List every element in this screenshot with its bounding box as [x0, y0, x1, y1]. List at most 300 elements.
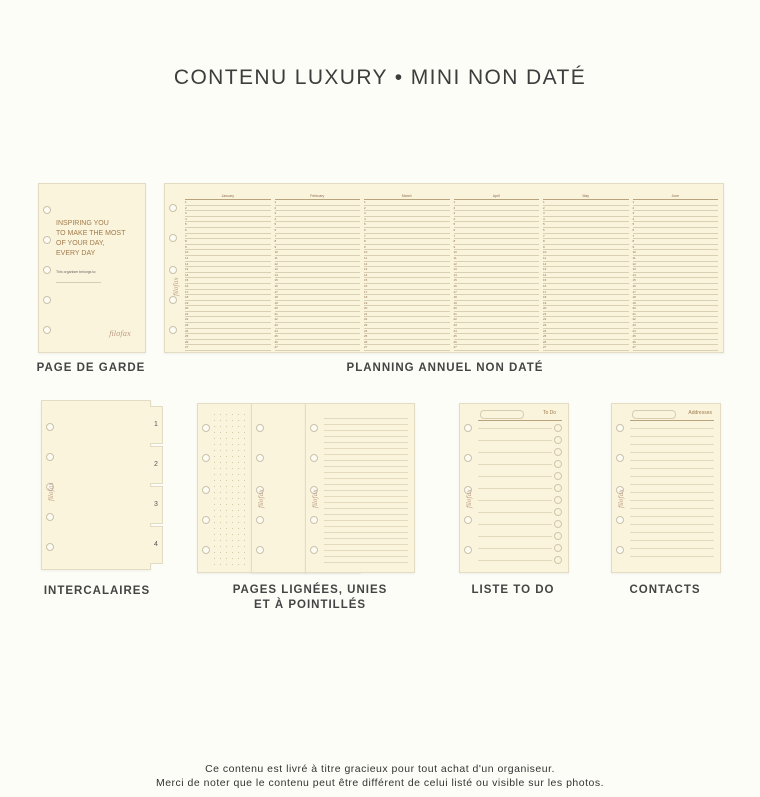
day-row: 20	[454, 306, 540, 312]
day-row: 5	[275, 222, 361, 228]
ruled-line	[324, 526, 408, 527]
day-row: 11	[185, 256, 271, 262]
ruled-line	[324, 448, 408, 449]
todo-brand: filofax	[466, 489, 473, 508]
day-row: 22	[275, 317, 361, 323]
grid-dot	[226, 492, 227, 493]
grid-dot	[232, 474, 233, 475]
checkbox-circle	[554, 448, 562, 456]
day-row: 13	[633, 267, 719, 273]
day-row: 7	[275, 234, 361, 240]
checkbox-circle	[554, 460, 562, 468]
grid-dot	[220, 426, 221, 427]
grid-dot	[226, 534, 227, 535]
grid-dot	[226, 510, 227, 511]
day-row: 7	[543, 234, 629, 240]
grid-dot	[226, 522, 227, 523]
day-row: 2	[185, 206, 271, 212]
ring-hole	[310, 516, 318, 524]
grid-dot	[244, 468, 245, 469]
day-row: 13	[275, 267, 361, 273]
ring-hole	[616, 546, 624, 554]
grid-dot	[244, 498, 245, 499]
grid-dot	[238, 528, 239, 529]
day-row: 8	[185, 239, 271, 245]
grid-dot	[244, 480, 245, 481]
month-column	[454, 194, 540, 353]
day-row: 26	[454, 340, 540, 346]
day-row: 14	[275, 273, 361, 279]
grid-dot	[220, 486, 221, 487]
contact-line	[630, 484, 714, 485]
caption-dividers: INTERCALAIRES	[43, 585, 151, 597]
todo-line	[478, 488, 552, 489]
grid-dot	[226, 486, 227, 487]
day-row: 22	[633, 317, 719, 323]
ruled-line	[324, 496, 408, 497]
todo-header-box	[480, 410, 524, 419]
ring-hole	[256, 546, 264, 554]
grid-dot	[226, 516, 227, 517]
ring-hole	[169, 326, 177, 334]
grid-dot	[214, 414, 215, 415]
grid-dot	[220, 456, 221, 457]
day-row: 25	[275, 334, 361, 340]
ring-hole	[43, 326, 51, 334]
day-row: 24	[275, 329, 361, 335]
checkbox-circle	[554, 424, 562, 432]
dividers-page	[41, 400, 163, 570]
ring-hole	[310, 454, 318, 462]
day-row: 9	[543, 245, 629, 251]
grid-dot	[238, 420, 239, 421]
day-row: 7	[633, 234, 719, 240]
day-row: 18	[454, 295, 540, 301]
todo-line	[478, 452, 552, 453]
month-name: June	[633, 194, 719, 200]
grid-dot	[244, 432, 245, 433]
ring-hole	[46, 423, 54, 431]
ruled-line	[324, 418, 408, 419]
grid-dot	[244, 420, 245, 421]
day-row: 26	[185, 340, 271, 346]
day-row: 1	[364, 200, 450, 206]
contact-line	[630, 556, 714, 557]
day-row: 22	[543, 317, 629, 323]
day-row: 8	[633, 239, 719, 245]
day-row: 16	[185, 284, 271, 290]
day-row: 21	[454, 312, 540, 318]
grid-dot	[244, 450, 245, 451]
month-name: January	[185, 194, 271, 200]
grid-dot	[220, 540, 221, 541]
footer-line1: Ce contenu est livré à titre gracieux pour tout achat d'un organiseur.	[205, 763, 555, 775]
day-row: 26	[543, 340, 629, 346]
grid-dot	[238, 504, 239, 505]
grid-dot	[226, 498, 227, 499]
month-name: March	[364, 194, 450, 200]
ruled-line	[324, 430, 408, 431]
day-row: 23	[364, 323, 450, 329]
month-column	[364, 194, 450, 353]
grid-dot	[226, 462, 227, 463]
todo-line	[478, 536, 552, 537]
ring-hole	[202, 516, 210, 524]
ruled-line	[324, 520, 408, 521]
ring-hole	[202, 424, 210, 432]
contacts-brand: filofax	[618, 489, 625, 508]
day-row: 11	[543, 256, 629, 262]
ring-hole	[310, 424, 318, 432]
day-row: 10	[275, 250, 361, 256]
grid-dot	[244, 444, 245, 445]
grid-dot	[232, 438, 233, 439]
grid-dot	[220, 480, 221, 481]
ring-hole	[43, 236, 51, 244]
ring-hole	[616, 516, 624, 524]
day-row: 17	[454, 290, 540, 296]
todo-heading: To Do	[542, 410, 556, 416]
day-row: 1	[454, 200, 540, 206]
ring-hole	[256, 424, 264, 432]
day-row: 10	[454, 250, 540, 256]
day-row: 27	[633, 345, 719, 351]
grid-dot	[244, 474, 245, 475]
day-row: 25	[633, 334, 719, 340]
day-row: 14	[454, 273, 540, 279]
grid-dot	[244, 414, 245, 415]
divider-tab: 2	[150, 446, 163, 484]
footer-line2: Merci de noter que le contenu peut être différent de celui listé ou visible sur les photos.	[155, 777, 605, 789]
tagline-line: OF YOUR DAY,	[56, 240, 105, 247]
grid-dot	[232, 486, 233, 487]
day-row: 19	[364, 301, 450, 307]
day-row: 16	[633, 284, 719, 290]
grid-dot	[238, 462, 239, 463]
day-row: 26	[275, 340, 361, 346]
grid-dot	[238, 480, 239, 481]
day-row: 7	[364, 234, 450, 240]
day-row: 14	[185, 273, 271, 279]
grid-dot	[220, 432, 221, 433]
grid-dot	[238, 558, 239, 559]
grid-dot	[232, 552, 233, 553]
day-row: 16	[454, 284, 540, 290]
grid-dot	[232, 456, 233, 457]
ring-hole	[256, 516, 264, 524]
contact-line	[630, 492, 714, 493]
day-row: 18	[543, 295, 629, 301]
caption-contacts: CONTACTS	[629, 584, 701, 596]
contacts-header-box	[632, 410, 676, 419]
grid-dot	[244, 540, 245, 541]
day-row: 6	[275, 228, 361, 234]
day-row: 20	[364, 306, 450, 312]
plain-brand: filofax	[258, 489, 265, 508]
day-row	[633, 351, 719, 353]
day-row: 4	[364, 217, 450, 223]
grid-dot	[226, 546, 227, 547]
day-row: 6	[364, 228, 450, 234]
day-row: 15	[275, 278, 361, 284]
grid-dot	[214, 426, 215, 427]
grid-dot	[220, 450, 221, 451]
day-row: 17	[364, 290, 450, 296]
checkbox-circle	[554, 520, 562, 528]
ring-hole	[464, 454, 472, 462]
day-row: 8	[275, 239, 361, 245]
owner-label: This organiser belongs to:	[56, 270, 97, 274]
day-row: 27	[454, 345, 540, 351]
caption-pages	[215, 583, 405, 613]
day-row: 2	[454, 206, 540, 212]
day-row: 23	[454, 323, 540, 329]
ring-hole	[616, 424, 624, 432]
grid-dot	[226, 432, 227, 433]
day-row: 22	[454, 317, 540, 323]
day-row: 3	[454, 211, 540, 217]
ring-hole	[464, 424, 472, 432]
grid-dot	[232, 414, 233, 415]
day-row: 21	[364, 312, 450, 318]
checkbox-circle	[554, 496, 562, 504]
day-row: 21	[633, 312, 719, 318]
ring-hole	[169, 204, 177, 212]
checkbox-circle	[554, 436, 562, 444]
grid-dot	[232, 534, 233, 535]
day-row: 20	[275, 306, 361, 312]
grid-dot	[232, 504, 233, 505]
todo-line	[478, 512, 552, 513]
grid-dot	[214, 552, 215, 553]
todo-page	[459, 403, 569, 573]
grid-dot	[244, 504, 245, 505]
grid-dot	[232, 426, 233, 427]
day-row: 7	[454, 234, 540, 240]
caption-pages-line2: ET À POINTILLÉS	[253, 599, 367, 611]
day-row: 24	[364, 329, 450, 335]
day-row: 3	[543, 211, 629, 217]
day-row: 13	[454, 267, 540, 273]
todo-line	[478, 524, 552, 525]
day-row	[185, 351, 271, 353]
cover-tagline	[56, 219, 141, 259]
grid-dot	[238, 426, 239, 427]
contact-line	[630, 524, 714, 525]
contact-line	[630, 516, 714, 517]
grid-dot	[232, 528, 233, 529]
grid-dot	[244, 534, 245, 535]
day-row: 11	[633, 256, 719, 262]
day-row: 2	[364, 206, 450, 212]
day-row: 7	[185, 234, 271, 240]
checkbox-circle	[554, 508, 562, 516]
grid-dot	[238, 540, 239, 541]
day-row: 24	[454, 329, 540, 335]
grid-dot	[244, 558, 245, 559]
month-column	[275, 194, 361, 353]
grid-dot	[244, 546, 245, 547]
ring-hole	[202, 454, 210, 462]
day-row: 4	[633, 217, 719, 223]
ruled-line	[324, 424, 408, 425]
ruled-line	[324, 532, 408, 533]
day-row: 18	[364, 295, 450, 301]
day-row: 4	[275, 217, 361, 223]
day-row: 22	[185, 317, 271, 323]
day-row: 16	[275, 284, 361, 290]
divider-tab: 1	[150, 406, 163, 444]
contacts-page	[611, 403, 721, 573]
grid-dot	[220, 528, 221, 529]
grid-dot	[232, 480, 233, 481]
ring-hole	[46, 513, 54, 521]
cover-brand: filofax	[109, 330, 131, 338]
todo-line	[478, 476, 552, 477]
contact-line	[630, 468, 714, 469]
grid-dot	[232, 432, 233, 433]
day-row: 2	[543, 206, 629, 212]
grid-dot	[220, 564, 221, 565]
day-row: 15	[185, 278, 271, 284]
checkbox-circle	[554, 472, 562, 480]
day-row: 15	[543, 278, 629, 284]
ruled-line	[324, 472, 408, 473]
grid-dot	[238, 444, 239, 445]
grid-dot	[232, 516, 233, 517]
grid-dot	[238, 492, 239, 493]
day-row: 10	[185, 250, 271, 256]
day-row: 14	[364, 273, 450, 279]
ring-hole	[43, 206, 51, 214]
day-row: 14	[543, 273, 629, 279]
grid-dot	[232, 450, 233, 451]
caption-todo: LISTE TO DO	[471, 584, 555, 596]
planner-page	[164, 183, 724, 353]
grid-dot	[238, 522, 239, 523]
grid-dot	[226, 480, 227, 481]
grid-dot	[244, 516, 245, 517]
day-row: 12	[454, 262, 540, 268]
day-row: 12	[275, 262, 361, 268]
ring-hole	[169, 234, 177, 242]
grid-dot	[238, 516, 239, 517]
grid-dot	[238, 552, 239, 553]
day-row: 25	[454, 334, 540, 340]
grid-dot	[214, 420, 215, 421]
day-row: 15	[633, 278, 719, 284]
divider-brand: filofax	[48, 482, 55, 501]
grid-dot	[232, 492, 233, 493]
grid-dot	[232, 468, 233, 469]
day-row: 6	[185, 228, 271, 234]
day-row: 27	[364, 345, 450, 351]
ruled-line	[324, 502, 408, 503]
grid-dot	[238, 450, 239, 451]
day-row: 13	[364, 267, 450, 273]
day-row: 2	[633, 206, 719, 212]
grid-dot	[220, 516, 221, 517]
day-row: 11	[275, 256, 361, 262]
day-row: 4	[185, 217, 271, 223]
grid-dot	[214, 492, 215, 493]
day-row: 20	[633, 306, 719, 312]
grid-dot	[244, 564, 245, 565]
todo-line	[478, 428, 552, 429]
grid-dot	[214, 504, 215, 505]
checkbox-circle	[554, 484, 562, 492]
checkbox-circle	[554, 532, 562, 540]
day-row: 24	[543, 329, 629, 335]
grid-dot	[238, 498, 239, 499]
day-row: 23	[543, 323, 629, 329]
grid-dot	[226, 564, 227, 565]
grid-dot	[214, 528, 215, 529]
grid-dot	[220, 438, 221, 439]
day-row: 8	[364, 239, 450, 245]
day-row	[454, 351, 540, 353]
grid-dot	[238, 468, 239, 469]
day-row: 10	[633, 250, 719, 256]
grid-dot	[214, 462, 215, 463]
day-row: 9	[454, 245, 540, 251]
grid-dot	[232, 444, 233, 445]
day-row: 21	[275, 312, 361, 318]
ruled-line	[324, 490, 408, 491]
grid-dot	[226, 414, 227, 415]
day-row: 20	[543, 306, 629, 312]
day-row: 5	[454, 222, 540, 228]
grid-dot	[220, 558, 221, 559]
grid-dot	[226, 474, 227, 475]
grid-dot	[232, 498, 233, 499]
day-row: 8	[543, 239, 629, 245]
caption-pages-line1: PAGES LIGNÉES, UNIES	[232, 584, 388, 596]
day-row: 19	[543, 301, 629, 307]
grid-dot	[220, 534, 221, 535]
divider-tab: 4	[150, 526, 163, 564]
grid-dot	[220, 522, 221, 523]
ruled-line	[324, 466, 408, 467]
grid-dot	[232, 522, 233, 523]
grid-dot	[244, 552, 245, 553]
owner-line	[56, 282, 101, 283]
day-row: 12	[543, 262, 629, 268]
grid-dot	[238, 564, 239, 565]
day-row: 17	[543, 290, 629, 296]
day-row: 21	[543, 312, 629, 318]
day-row	[275, 351, 361, 353]
ruled-line	[324, 454, 408, 455]
grid-dot	[238, 474, 239, 475]
grid-dot	[214, 522, 215, 523]
caption-cover: PAGE DE GARDE	[36, 362, 146, 374]
day-row: 8	[454, 239, 540, 245]
contacts-heading: Addresses	[688, 410, 712, 416]
month-name: February	[275, 194, 361, 200]
day-row: 3	[364, 211, 450, 217]
grid-dot	[238, 432, 239, 433]
tagline-line: INSPIRING YOU	[56, 220, 109, 227]
day-row: 26	[633, 340, 719, 346]
grid-dot	[214, 546, 215, 547]
day-row: 10	[364, 250, 450, 256]
grid-dot	[214, 444, 215, 445]
tagline-line: EVERY DAY	[56, 250, 96, 257]
grid-dot	[220, 414, 221, 415]
divider-tab: 3	[150, 486, 163, 524]
day-row: 27	[543, 345, 629, 351]
